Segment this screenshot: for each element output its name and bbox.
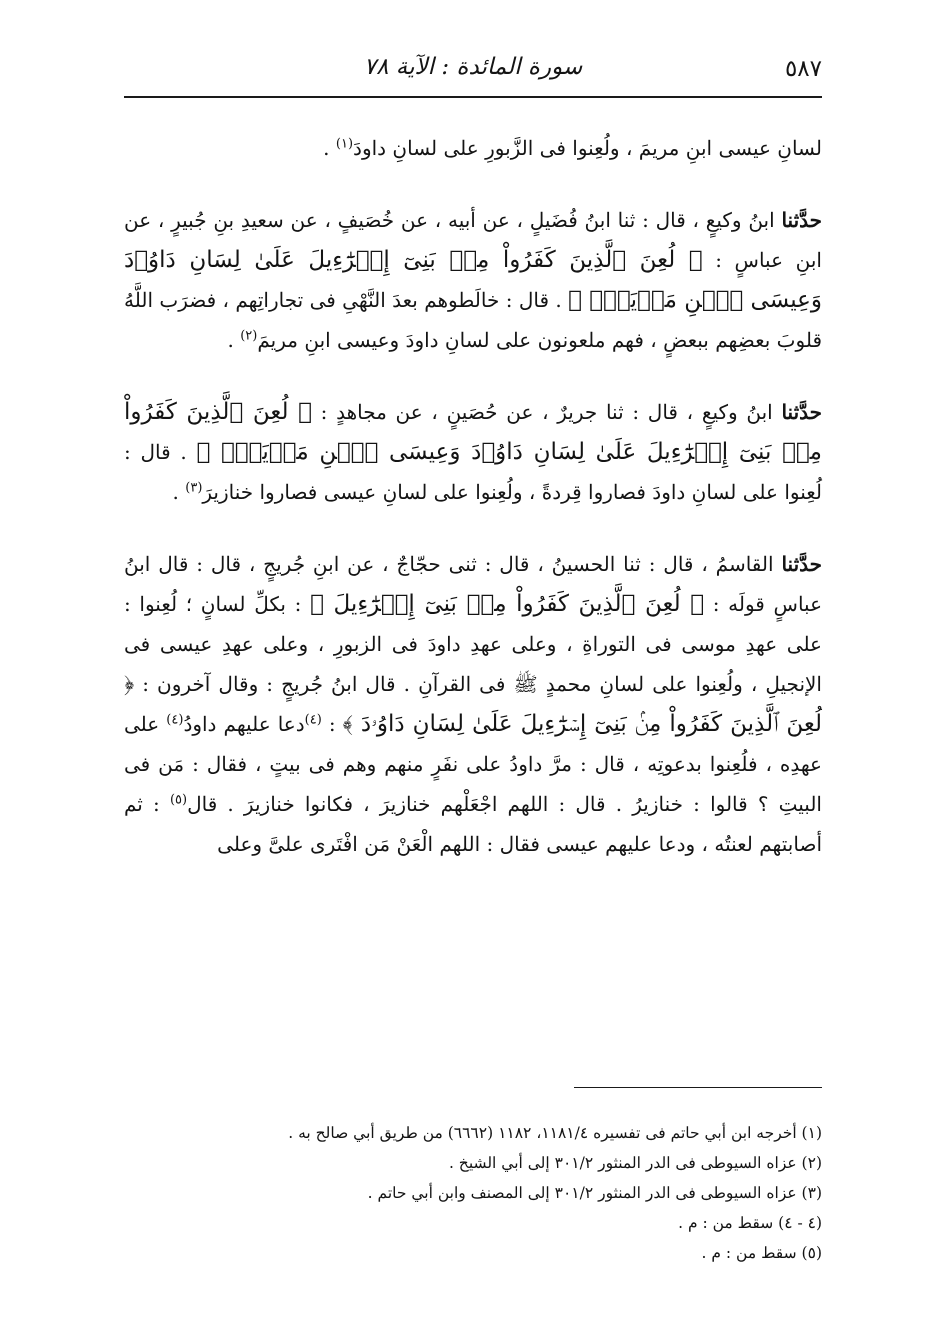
- running-header: [124, 48, 822, 98]
- footnote-marker: (٤): [304, 712, 322, 728]
- paragraph-text: ابنُ وكيعٍ ، قال : ثنا ابنُ فُضَيلٍ ، عن أبيه ، عن خُصَيفٍ ، عن سعيدِ بنِ جُبيرٍ ، عن ابنِ عباسٍ :: [124, 208, 822, 272]
- footnote-1: (١) أخرجه ابن أبي حاتم فى تفسيره ١١٨١/٤، ١١٨٢ (٦٦٦٢) من طريق أبي صالح به .: [288, 1124, 822, 1142]
- quran-verse: ﴿ لُعِنَ ٱلَّذِينَ كَفَرُواْ مِنۢ بَنِىٓ إِسۡرَٰٓءِيلَ ﴾: [310, 591, 705, 617]
- paragraph-text: دعا عليهم داودُ: [183, 712, 305, 736]
- paragraph-text: .: [172, 480, 186, 504]
- hadith-opening: حدَّثنا: [781, 552, 822, 576]
- footnote-4: (٤ - ٤) سقط من : م .: [678, 1214, 822, 1232]
- running-title: سورة المائدة : الآية ٧٨: [363, 54, 583, 80]
- paragraph-1: [124, 128, 822, 168]
- paragraph-3: [124, 392, 822, 512]
- footnote-2: (٢) عزاه السيوطى فى الدر المنثور ٣٠١/٢ إلى أبي الشيخ .: [448, 1154, 822, 1172]
- footnote-marker: (٤): [166, 712, 184, 728]
- paragraph-text: . قال : خالَطوهم بعدَ النَّهْىِ فى تجاراتِهم ، فضرَب اللَّهُ قلوبَ بعضِهم ببعضٍ ، فهم ملعونون على لسانِ داودَ وعيسى ابنِ مريمَ: [124, 288, 822, 352]
- footnote-marker: (١): [335, 136, 354, 152]
- paragraph-4: [124, 544, 822, 864]
- footnote-3: (٣) عزاه السيوطى فى الدر المنثور ٣٠١/٢ إلى المصنف وابن أبي حاتم .: [367, 1184, 822, 1202]
- paragraph-text: : بكلِّ لسانٍ ؛ لُعِنوا : على عهدِ موسى فى التوراةِ ، وعلى عهدِ داودَ فى الزبورِ ، وعلى عهدِ عيسى فى الإنجيلِ ، ولُعِنوا على لسانِ محمدٍ ﷺ فى القرآنِ . قال ابنُ جُريجٍ : وقال آخرون :: [124, 592, 822, 696]
- footnote-marker: (٢): [240, 328, 258, 344]
- footnote-separator: [574, 1087, 822, 1088]
- footnote-marker: (٣): [185, 480, 203, 496]
- footnote-5: (٥) سقط من : م .: [701, 1244, 822, 1262]
- paragraph-text: . قال : لُعِنوا على لسانِ داودَ فصاروا قِردةً ، ولُعِنوا على لسانِ عيسى فصاروا خنازيرَ: [124, 440, 822, 504]
- paragraph-text: ابنُ وكيعٍ ، قال : ثنا جريرٌ ، عن حُصَينٍ ، عن مجاهدٍ :: [311, 400, 782, 424]
- page-number: ٥٨٧: [784, 56, 822, 82]
- footnote-marker: (٥): [169, 792, 188, 808]
- paragraph-2: [124, 200, 822, 360]
- hadith-opening: حدَّثنا: [781, 208, 822, 232]
- quran-verse: ﴿ لُعِنَ ٱلَّذِينَ كَفَرُواْ مِنۢ بَنِىٓ إِسۡرَٰٓءِيلَ عَلَىٰ لِسَانِ دَاوُۥدَ ﴾: [124, 671, 823, 737]
- paragraph-text: على عهدِه ، فلُعِنوا بدعوتِه ، قال : مرَّ داودُ على نفَرٍ منهم وهم فى بيتٍ ، فقال : مَن فى البيتِ ؟ قالوا : خنازيرُ . قال : اللهم اجْعَلْهم خنازيرَ ، فكانوا خنازيرَ . قال: [124, 712, 822, 816]
- quran-verse: ﴿ لُعِنَ ٱلَّذِينَ كَفَرُواْ مِنۢ بَنِىٓ إِسۡرَٰٓءِيلَ عَلَىٰ لِسَانِ دَاوُۥدَ وَعِيسَى ٱبۡنِ مَرۡيَمَۚ ﴾: [124, 247, 823, 313]
- quran-verse: ﴿ لُعِنَ ٱلَّذِينَ كَفَرُواْ مِنۢ بَنِىٓ إِسۡرَٰٓءِيلَ عَلَىٰ لِسَانِ دَاوُۥدَ وَعِيسَى ٱبۡنِ مَرۡيَمَۚ ﴾: [124, 399, 822, 465]
- paragraph-text: القاسمُ ، قال : ثنا الحسينُ ، قال : ثنى حجّاجٌ ، عن ابنِ جُريجٍ ، قال : قال ابنُ عباسٍ قولَه :: [124, 552, 823, 616]
- paragraph-text: : ثم أصابتهم لعنتُه ، ودعا عليهم عيسى فقال : اللهم الْعَنْ مَن افْتَرى علىَّ وعلى: [124, 792, 822, 856]
- paragraph-text: .: [323, 136, 336, 160]
- paragraph-text: :: [321, 712, 343, 736]
- paragraph-text: لسانِ عيسى ابنِ مريمَ ، ولُعِنوا فى الزَّبورِ على لسانِ داودَ: [353, 136, 822, 160]
- hadith-opening: حدَّثنا: [781, 400, 822, 424]
- body-text: [124, 128, 822, 864]
- paragraph-text: .: [227, 328, 241, 352]
- footnotes: [124, 1118, 822, 1268]
